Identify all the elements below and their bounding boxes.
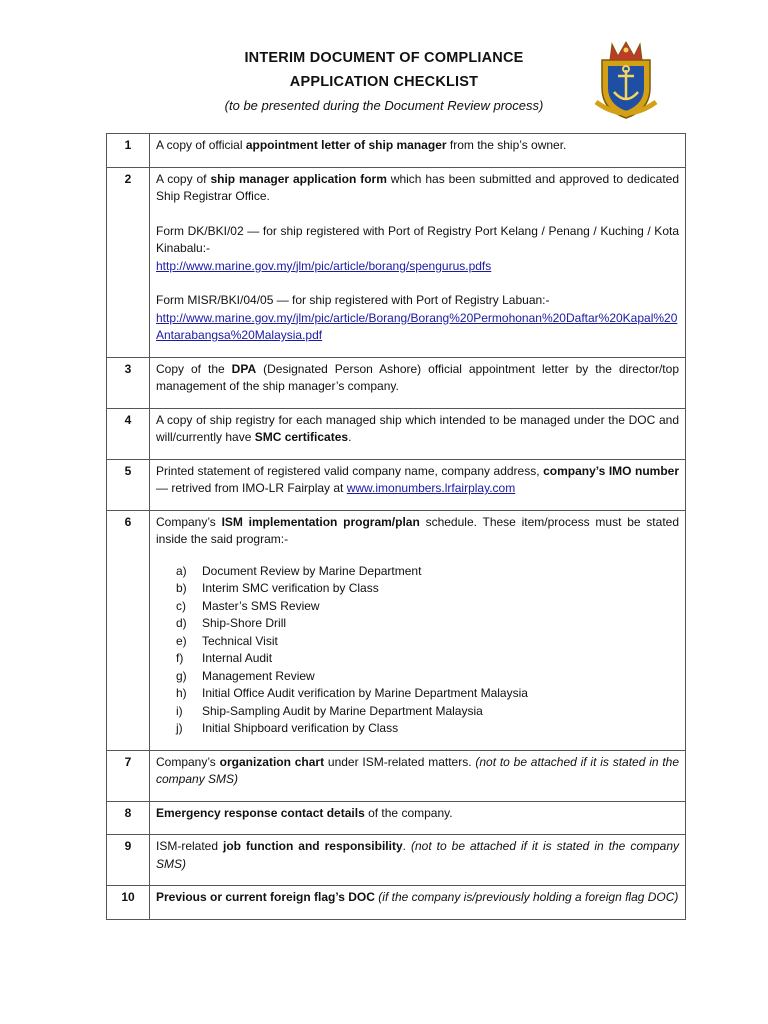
list-item [176,685,679,703]
bold-span: company’s IMO number [543,463,679,478]
list-letter: e) [176,633,187,648]
text-span: Company’s [156,754,220,769]
row-number: 6 [107,510,150,750]
row-text [150,408,686,459]
row-text [150,750,686,801]
text-span: A copy of official [156,138,246,152]
table-row [107,134,686,168]
row-number: 10 [107,886,150,920]
list-text: Initial Office Audit verification by Marine Department Malaysia [202,686,528,700]
list-item [176,703,679,721]
text-span: — retrived from IMO-LR Fairplay at [156,481,347,495]
row-text [150,357,686,408]
form-dk-link[interactable]: http://www.marine.gov.my/jlm/pic/article/borang/spengurus.pdfs [156,258,492,273]
list-letter: g) [176,668,187,683]
list-item [176,615,679,633]
text-span: which has been submitted and approved to dedicated Ship Registrar Office. [156,171,680,203]
list-letter: f) [176,651,184,665]
list-text: Ship-Shore Drill [202,616,287,630]
row-text [150,459,686,510]
imo-fairplay-link[interactable]: www.imonumbers.lrfairplay.com [346,481,516,495]
checklist-table [106,133,686,920]
form-misr-link[interactable]: http://www.marine.gov.my/jlm/pic/article/Borang/Borang%20Permohonan%20Daftar%20Kapal%20Antarabangsa%20Malaysia.pdf [156,310,678,342]
list-letter: c) [176,598,186,613]
list-item [176,598,679,616]
bold-span: Previous or current foreign flag’s DOC [156,890,375,904]
list-text: Internal Audit [202,651,273,665]
table-row [107,835,686,886]
list-text: Management Review [202,668,315,683]
marine-department-crest-icon [592,38,660,120]
text-span: Printed statement of registered valid company name, company address, [156,463,544,478]
row-text [150,886,686,920]
text-span: ISM-related [156,839,224,853]
list-item [176,563,679,581]
text-span: (Designated Person Ashore) official appointment letter by the director/top management of the ship manager’s company. [156,361,679,393]
list-item [176,580,679,598]
document-title: INTERIM DOCUMENT OF COMPLIANCE [244,50,524,66]
text-span: schedule. These item/process must be stated inside the said program:- [156,514,679,546]
bold-span: SMC certificates [254,430,349,444]
row-text [150,167,686,357]
row-number: 1 [107,134,150,168]
row-number: 2 [107,167,150,357]
italic-note: (not to be attached if it is stated in the company SMS) [156,754,680,786]
text-span: A copy of ship registry for each managed ship which intended to be managed under the DOC and will/currently have [156,412,679,444]
text-span: . [402,839,411,853]
text-span: from the ship’s owner. [446,138,567,152]
bold-span: appointment letter of ship manager [245,138,447,152]
list-letter: d) [176,616,187,630]
table-row [107,167,686,357]
text-span: Copy of the [156,361,232,376]
row-number: 3 [107,357,150,408]
table-row [107,886,686,920]
bold-span: organization chart [219,754,325,769]
bold-span: DPA [231,361,257,376]
form-dk-text: Form DK/BKI/02 — for ship registered with Port of Registry Port Kelang / Penang / Kuching / Kota Kinabalu:- [156,223,679,255]
list-item [176,633,679,651]
list-text: Technical Visit [202,633,278,648]
row-text [150,134,686,168]
row-number: 5 [107,459,150,510]
row-text [150,801,686,835]
text-span: of the company. [364,805,453,820]
list-letter: b) [176,581,187,595]
list-letter: a) [176,563,187,578]
bold-span: ship manager application form [210,171,387,186]
list-text: Document Review by Marine Department [202,563,422,578]
ism-program-list [156,563,679,738]
document-subtitle-heading: APPLICATION CHECKLIST [289,74,479,90]
row-number: 4 [107,408,150,459]
table-row [107,510,686,750]
text-span: Company’s [156,514,222,529]
row-number: 8 [107,801,150,835]
list-text: Ship-Sampling Audit by Marine Department Malaysia [202,703,483,718]
list-text: Master’s SMS Review [202,598,320,613]
text-span: A copy of [156,171,211,186]
document-subtitle-note: (to be presented during the Document Review process) [224,98,544,113]
row-number: 9 [107,835,150,886]
bold-span: ISM implementation program/plan [221,514,420,529]
italic-note: (not to be attached if it is stated in the company SMS) [156,839,680,871]
list-text: Interim SMC verification by Class [202,581,379,595]
table-row [107,459,686,510]
italic-note: (if the company is/previously holding a foreign flag DOC) [378,890,679,904]
table-row [107,357,686,408]
table-row [107,750,686,801]
list-item [176,650,679,668]
list-letter: j) [176,721,183,735]
bold-span: Emergency response contact details [156,805,365,820]
text-span: under ISM-related matters. [324,754,476,769]
list-item [176,668,679,686]
table-row [107,408,686,459]
row-text [150,510,686,750]
row-number: 7 [107,750,150,801]
table-row [107,801,686,835]
list-item [176,720,679,738]
list-text: Initial Shipboard verification by Class [202,721,399,735]
bold-span: job function and responsibility [223,839,403,853]
text-span: . [348,430,352,444]
list-letter: i) [176,703,183,718]
form-misr-text: Form MISR/BKI/04/05 — for ship registered with Port of Registry Labuan:- [156,293,550,307]
row-text [150,835,686,886]
list-letter: h) [176,686,187,700]
